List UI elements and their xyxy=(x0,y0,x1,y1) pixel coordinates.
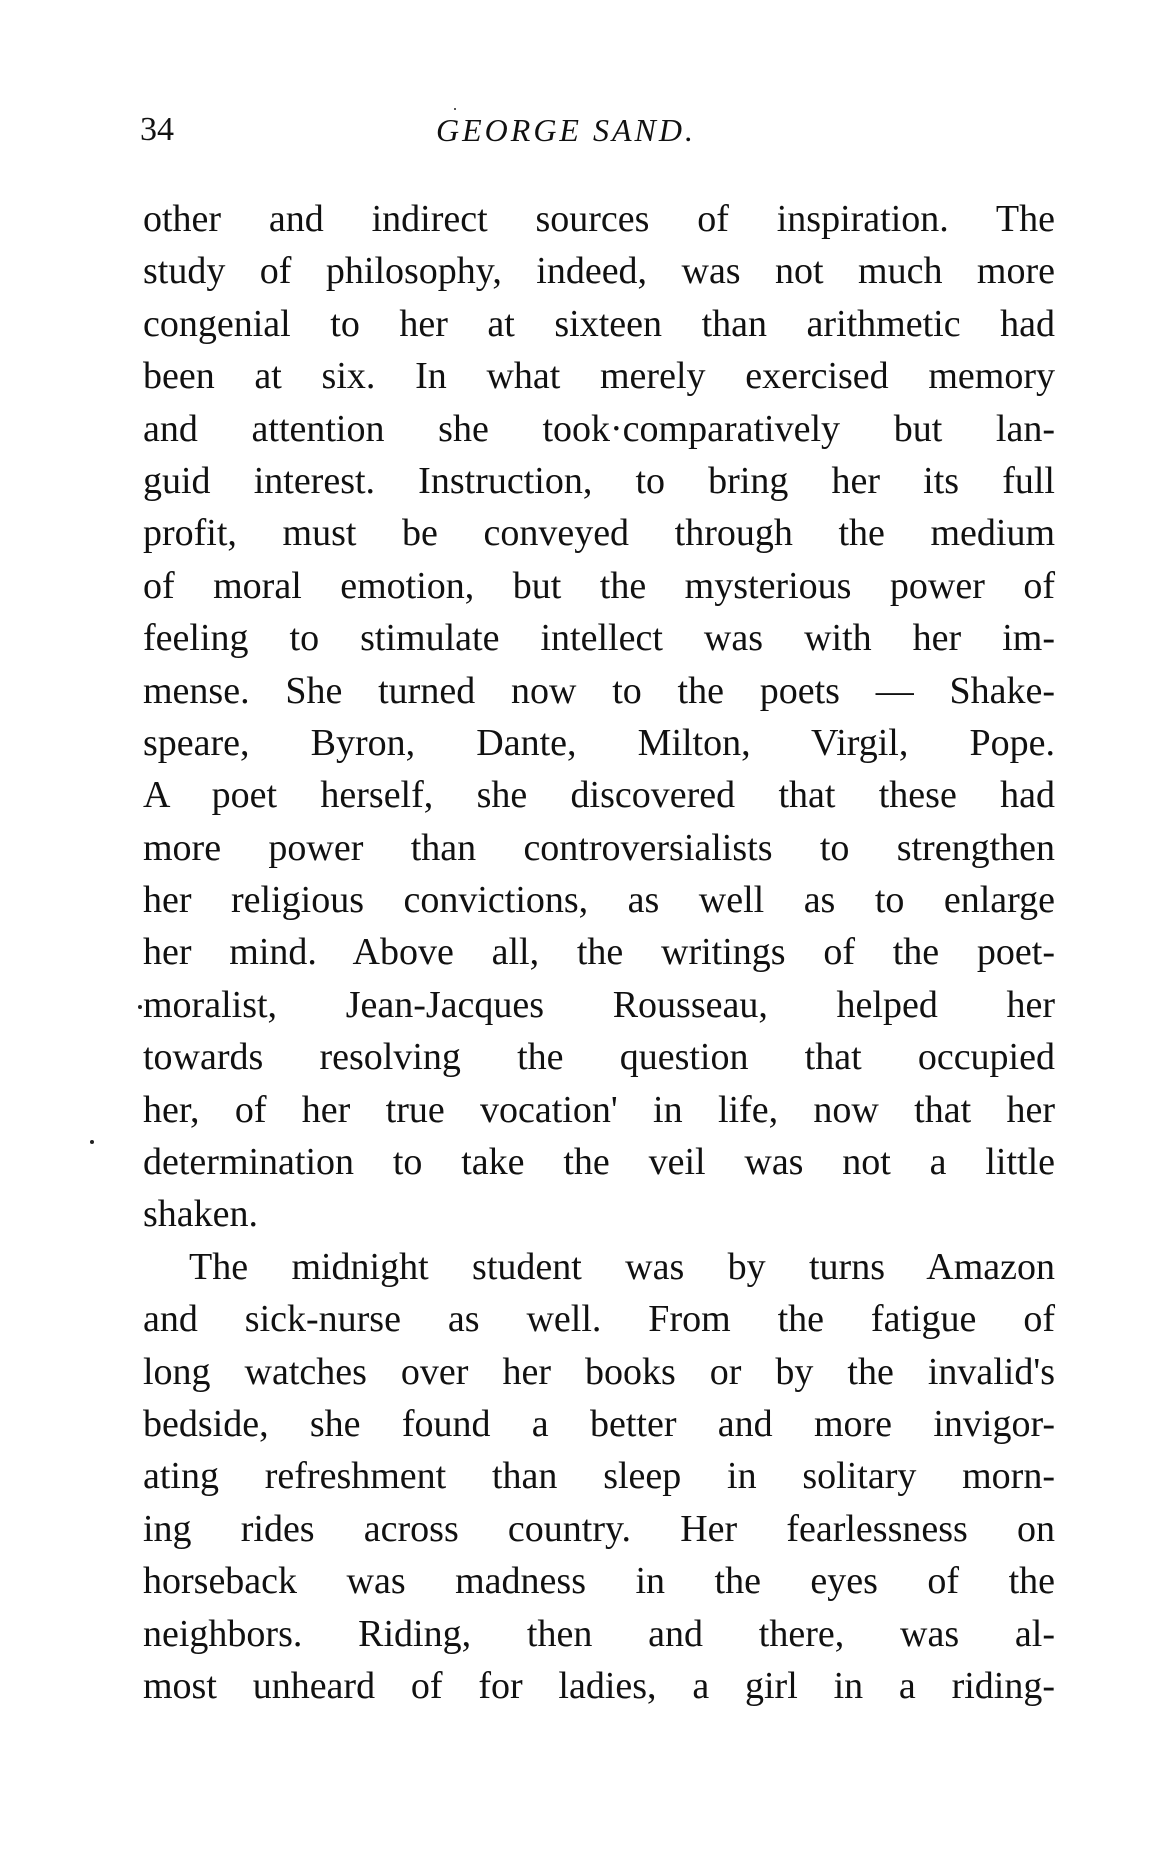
text-line: congenial to her at sixteen than arithmetic had xyxy=(143,302,1055,345)
text-line: The midnight student was by turns Amazon xyxy=(189,1245,1055,1288)
text-line: neighbors. Riding, then and there, was al- xyxy=(143,1612,1055,1655)
text-line: study of philosophy, indeed, was not much more xyxy=(143,250,1055,293)
running-head: GEORGE SAND. xyxy=(436,112,696,148)
print-speck xyxy=(454,108,456,110)
text-line: A poet herself, she discovered that these had xyxy=(143,774,1055,817)
text-line: mense. She turned now to the poets — Shake- xyxy=(143,669,1055,712)
text-line: more power than controversialists to strengthen xyxy=(143,826,1055,869)
text-line: speare, Byron, Dante, Milton, Virgil, Pope. xyxy=(143,721,1055,764)
text-line: her mind. Above all, the writings of the poet- xyxy=(143,931,1055,974)
print-speck xyxy=(90,1140,94,1144)
text-line: long watches over her books or by the invalid's xyxy=(143,1350,1055,1393)
text-line: horseback was madness in the eyes of the xyxy=(143,1560,1055,1603)
text-line: feeling to stimulate intellect was with her im- xyxy=(143,617,1055,660)
text-line: her, of her true vocation' in life, now that her xyxy=(143,1088,1055,1131)
text-line: moralist, Jean-Jacques Rousseau, helped her xyxy=(143,983,1055,1026)
text-line: profit, must be conveyed through the medium xyxy=(143,512,1055,555)
text-line: other and indirect sources of inspiration. The xyxy=(143,198,1055,240)
paragraph-2 xyxy=(143,1241,1055,1713)
text-line: shaken. xyxy=(143,1193,259,1236)
text-line: most unheard of for ladies, a girl in a riding- xyxy=(143,1664,1055,1707)
text-line: and attention she took·comparatively but lan- xyxy=(143,407,1055,450)
print-speck xyxy=(138,1005,142,1009)
body-text xyxy=(143,193,1055,1712)
text-line: ating refreshment than sleep in solitary morn- xyxy=(143,1455,1055,1498)
text-line: ing rides across country. Her fearlessness on xyxy=(143,1507,1055,1550)
text-line: of moral emotion, but the mysterious power of xyxy=(143,564,1055,607)
text-line: her religious convictions, as well as to enlarge xyxy=(143,879,1055,922)
text-line: and sick-nurse as well. From the fatigue of xyxy=(143,1298,1055,1341)
text-line: guid interest. Instruction, to bring her its full xyxy=(143,459,1055,502)
paragraph-1 xyxy=(143,193,1055,1241)
page-number: 34 xyxy=(140,111,174,148)
text-line: towards resolving the question that occupied xyxy=(143,1036,1055,1079)
text-line: bedside, she found a better and more invigor- xyxy=(143,1402,1055,1445)
text-line: determination to take the veil was not a little xyxy=(143,1141,1055,1184)
text-line: been at six. In what merely exercised memory xyxy=(143,355,1055,398)
